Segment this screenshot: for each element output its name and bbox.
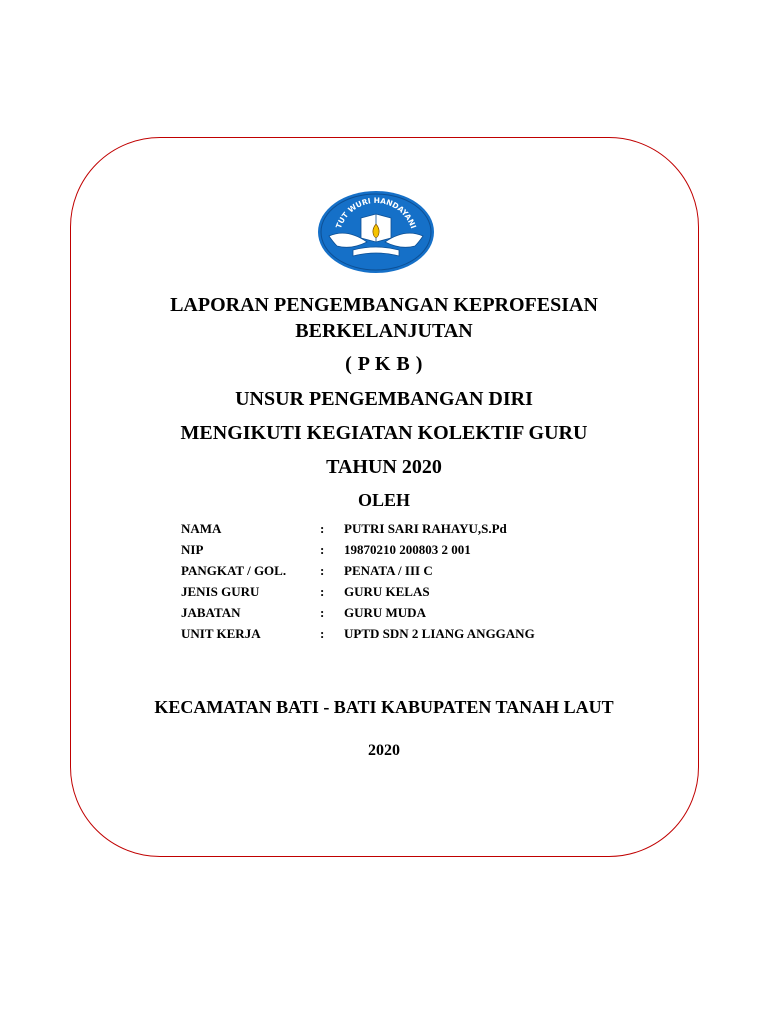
- info-colon: :: [320, 584, 325, 599]
- by-label: OLEH: [357, 490, 410, 510]
- title-pkb: ( P K B ): [345, 353, 423, 375]
- info-label: NIP: [181, 542, 204, 557]
- logo-motto: TUT WURI HANDAYANI: [334, 195, 418, 230]
- subtitle-year: TAHUN 2020: [326, 456, 442, 478]
- tut-wuri-handayani-emblem: [317, 190, 435, 274]
- info-value: PENATA / III C: [344, 563, 433, 578]
- info-colon: :: [320, 626, 325, 641]
- location-line: KECAMATAN BATI - BATI KABUPATEN TANAH LAUT: [154, 697, 614, 717]
- info-value: PUTRI SARI RAHAYU,S.Pd: [344, 521, 507, 536]
- identity-table: [181, 519, 601, 645]
- subtitle-kegiatan: MENGIKUTI KEGIATAN KOLEKTIF GURU: [180, 422, 588, 444]
- info-row-jenis-guru: [181, 582, 601, 603]
- title-line-2: BERKELANJUTAN: [295, 320, 473, 342]
- info-label: PANGKAT / GOL.: [181, 563, 287, 578]
- info-row-nip: [181, 540, 601, 561]
- subtitle-unsur: UNSUR PENGEMBANGAN DIRI: [235, 388, 533, 410]
- info-value: UPTD SDN 2 LIANG ANGGANG: [344, 626, 535, 641]
- info-label: UNIT KERJA: [181, 626, 261, 641]
- info-value: 19870210 200803 2 001: [344, 542, 471, 557]
- info-label: JENIS GURU: [181, 584, 260, 599]
- info-value: GURU MUDA: [344, 605, 426, 620]
- info-row-jabatan: [181, 603, 601, 624]
- info-row-nama: [181, 519, 601, 540]
- info-colon: :: [320, 563, 325, 578]
- info-value: GURU KELAS: [344, 584, 430, 599]
- footer-year: 2020: [368, 742, 400, 759]
- info-row-unit-kerja: [181, 624, 601, 645]
- info-row-pangkat: [181, 561, 601, 582]
- info-label: NAMA: [181, 521, 222, 536]
- info-colon: :: [320, 542, 325, 557]
- info-colon: :: [320, 605, 325, 620]
- info-label: JABATAN: [181, 605, 241, 620]
- title-line-1: LAPORAN PENGEMBANGAN KEPROFESIAN: [170, 294, 598, 316]
- info-colon: :: [320, 521, 325, 536]
